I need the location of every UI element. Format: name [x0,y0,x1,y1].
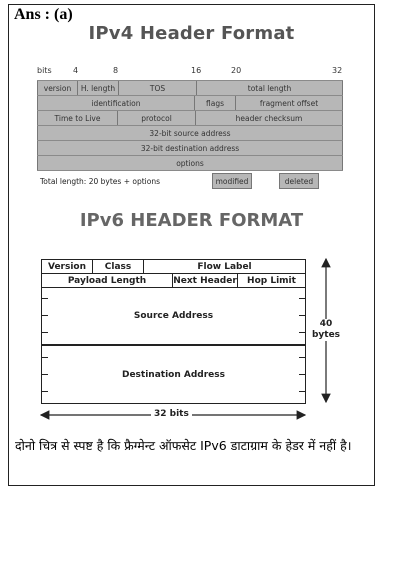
ipv6-field-payload-length: Payload Length [42,274,173,287]
bit-marker: 4 [73,66,79,75]
ipv4-field-source-address: 32-bit source address [37,126,343,140]
ipv6-field-version: Version [42,260,93,273]
ipv4-field-header-length: H. length [78,81,119,95]
ipv4-field-ttl: Time to Live [37,111,118,125]
ipv4-field-total-length: total length [197,81,343,95]
answer-box [8,4,375,486]
ipv4-field-checksum: header checksum [196,111,343,125]
legend-modified: modified [212,173,252,189]
ipv4-field-fragment-offset: fragment offset [236,96,343,110]
bit-marker: 16 [191,66,202,75]
ipv4-field-version: version [37,81,78,95]
width-label: 32 bits [151,409,192,419]
ipv4-field-tos: TOS [119,81,197,95]
height-label: 40 bytes [309,319,343,341]
ipv6-field-next-header: Next Header [173,275,237,286]
ipv4-field-destination-address: 32-bit destination address [37,141,343,155]
ipv6-field-hop-limit: Hop Limit [247,275,296,286]
ipv4-field-identification: identification [37,96,195,110]
ipv6-title: IPv6 HEADER FORMAT [79,210,304,231]
ipv6-field-flow-label: Flow Label [197,261,252,272]
ipv4-field-flags: flags [195,96,236,110]
caption-text: दोनो चित्र से स्पष्ट है कि फ्रैग्मेन्ट ऑफसेट IPv6 डाटाग्राम के हेडर में नहीं है। [15,438,352,453]
ipv4-field-options: options [37,156,343,170]
legend-deleted: deleted [279,173,319,189]
ipv6-field-class: Class [93,260,144,273]
bit-marker: 8 [113,66,119,75]
source-address-label: Source Address [133,311,214,321]
ipv4-field-protocol: protocol [118,111,196,125]
bit-marker: 32 [332,66,343,75]
bit-marker: bits [37,66,52,75]
destination-address-label: Destination Address [121,369,226,380]
ipv4-title: IPv4 Header Format [88,23,295,44]
answer-label: Ans : (a) [14,6,73,23]
bit-marker: 20 [231,66,242,75]
total-length-note: Total length: 20 bytes + options [40,177,160,186]
